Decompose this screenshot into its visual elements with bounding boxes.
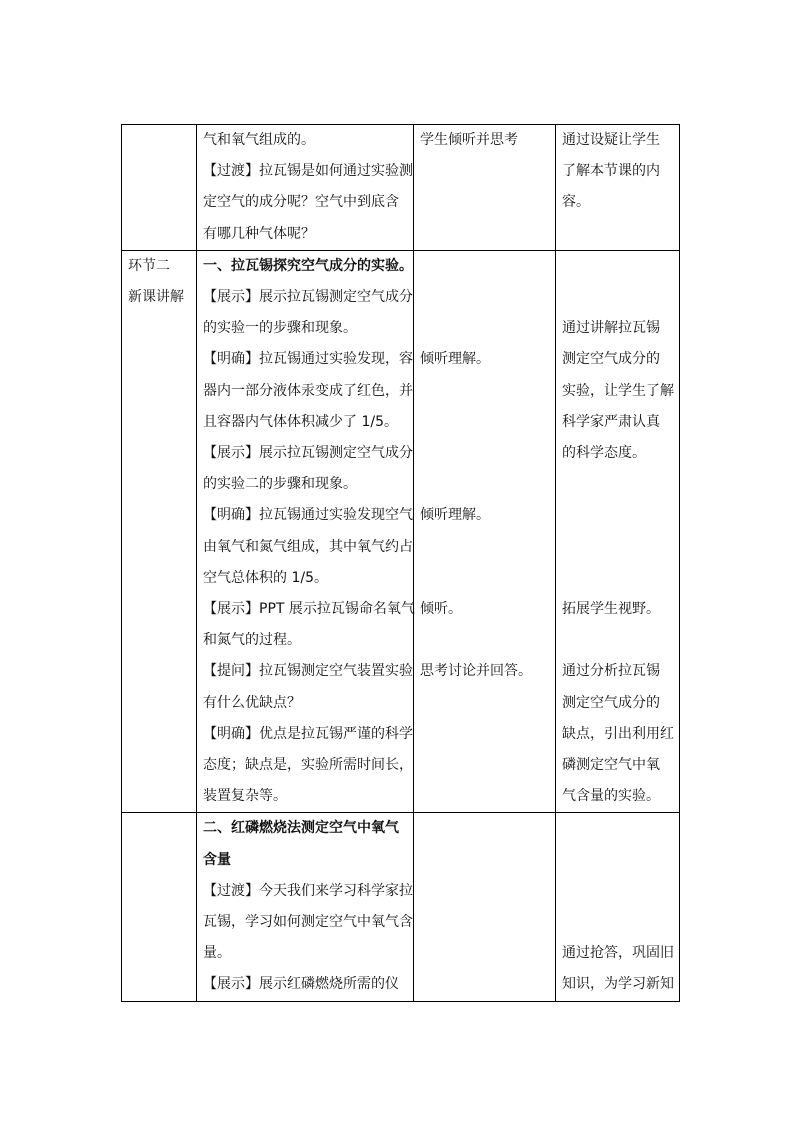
text-line: 学生倾听并思考 [420,132,518,148]
stage-cell [122,250,197,813]
text-line: 磷测定空气中氧 [562,756,660,773]
text-line: 气含量的实验。 [562,788,660,805]
text-line: 测定空气成分的 [562,351,660,368]
text-line: 通过设疑让学生 [562,132,660,148]
text-line: 态度；缺点是，实验所需时间长， [203,757,413,774]
text-line: 器内一部分液体汞变成了红色，并 [203,382,413,399]
lesson-plan-table [121,124,680,1002]
text-line: 实验，让学生了解 [562,382,674,399]
text-line: 【过渡】今天我们来学习科学家拉 [203,882,413,899]
text-line: 倾听理解。 [420,507,490,524]
text-line: 缺点，引出利用红 [562,725,674,742]
text-line: 【过渡】拉瓦锡是如何通过实验测 [203,163,413,180]
section-heading: 一、拉瓦锡探究空气成分的实验。 [203,257,413,274]
text-line: 空气总体积的 1/5。 [203,569,328,586]
text-line: 【展示】展示拉瓦锡测定空气成分 [203,289,413,306]
teacher-activity-cell [197,813,414,1001]
text-line: 和氮气的过程。 [203,632,301,649]
text-line: 由氧气和氮气组成，其中氧气约占 [203,538,413,555]
text-line: 【展示】展示拉瓦锡测定空气成分 [203,445,413,462]
section-heading: 二、红磷燃烧法测定空气中氧气 [203,820,399,837]
text-line: 的科学态度。 [562,445,646,461]
text-line: 【提问】拉瓦锡测定空气装置实验 [203,663,413,680]
text-line: 倾听。 [420,600,462,617]
text-line: 容。 [562,194,590,211]
stage-label: 新课讲解 [128,289,184,306]
text-line: 思考讨论并回答。 [420,663,532,680]
text-line: 通过抢答，巩固旧 [562,945,674,962]
text-line: 的实验二的步骤和现象。 [203,476,357,493]
text-line: 测定空气成分的 [562,694,660,711]
text-line: 【展示】PPT 展示拉瓦锡命名氧气 [203,601,415,618]
text-line: 有哪几种气体呢？ [203,225,315,242]
design-intent-cell [556,125,680,251]
stage-label: 环节二 [128,257,170,274]
table-row [122,125,680,251]
text-line: 气和氧气组成的。 [203,132,315,148]
text-line: 科学家严肃认真 [562,413,660,430]
student-activity-cell [414,125,556,251]
design-intent-cell [556,813,680,1001]
text-line: 通过讲解拉瓦锡 [562,320,660,337]
student-activity-cell [414,813,556,1001]
stage-cell [122,813,197,1001]
section-heading: 含量 [203,851,231,868]
text-line: 有什么优缺点？ [203,694,301,711]
text-line: 装置复杂等。 [203,788,287,805]
text-line: 知识，为学习新知 [562,976,674,993]
table-row [122,813,680,1001]
text-line: 【明确】拉瓦锡通过实验发现空气 [203,507,413,524]
text-line: 定空气的成分呢？空气中到底含 [203,194,399,211]
teacher-activity-cell [197,125,414,251]
teacher-activity-cell [197,250,414,813]
stage-cell [122,125,197,251]
text-line: 【明确】优点是拉瓦锡严谨的科学 [203,725,413,742]
text-line: 量。 [203,945,231,962]
design-intent-cell [556,250,680,813]
text-line: 且容器内气体体积减少了 1/5。 [203,413,398,430]
text-line: 的实验一的步骤和现象。 [203,320,357,337]
text-line: 了解本节课的内 [562,163,660,180]
text-line: 【展示】展示红磷燃烧所需的仪 [203,976,399,993]
table-row [122,250,680,813]
text-line: 【明确】拉瓦锡通过实验发现，容 [203,351,413,368]
text-line: 拓展学生视野。 [562,600,660,617]
student-activity-cell [414,250,556,813]
text-line: 倾听理解。 [420,351,490,368]
text-line: 通过分析拉瓦锡 [562,663,660,680]
text-line: 瓦锡，学习如何测定空气中氧气含 [203,914,413,931]
